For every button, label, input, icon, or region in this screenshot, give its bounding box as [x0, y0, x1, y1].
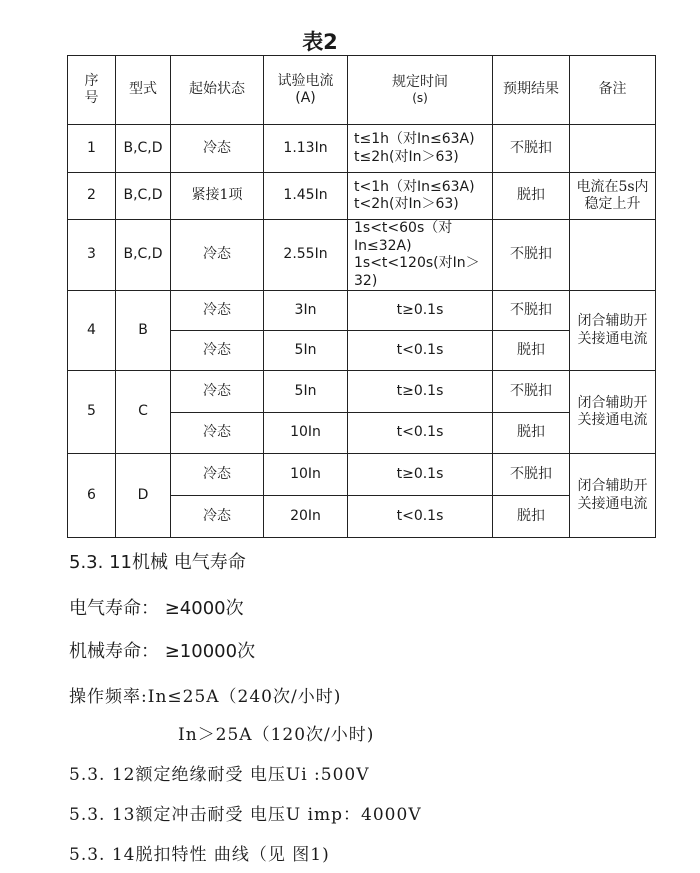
- cell-result: 不脱扣: [493, 125, 570, 173]
- cell-result: 不脱扣: [493, 371, 570, 413]
- cell-current: 1.45In: [264, 173, 348, 220]
- header-time: 规定时间 (s): [348, 56, 493, 125]
- cell-result: 不脱扣: [493, 220, 570, 291]
- cell-state: 冷态: [171, 331, 264, 371]
- cell-time: t<0.1s: [348, 413, 493, 454]
- table-row: [68, 220, 656, 291]
- section-5-3-14: 5.3. 14脱扣特性 曲线（见 图1): [69, 845, 330, 865]
- cell-seq: 4: [68, 291, 116, 371]
- cell-type: C: [116, 371, 171, 454]
- cell-current: 1.13In: [264, 125, 348, 173]
- table-row: [68, 173, 656, 220]
- cell-state: 冷态: [171, 371, 264, 413]
- electrical-life: 电气寿命： ≥4000次: [69, 598, 244, 619]
- header-type: 型式: [116, 56, 171, 125]
- cell-current: 10In: [264, 454, 348, 496]
- cell-time: t<1h（对In≤63A) t<2h(对In＞63): [348, 173, 493, 220]
- cell-result: 脱扣: [493, 173, 570, 220]
- header-test-current: 试验电流 (A): [264, 56, 348, 125]
- cell-time: t≥0.1s: [348, 291, 493, 331]
- cell-result: 不脱扣: [493, 291, 570, 331]
- cell-current: 10In: [264, 413, 348, 454]
- cell-state: 冷态: [171, 496, 264, 538]
- cell-state: 冷态: [171, 220, 264, 291]
- cell-current: 3In: [264, 291, 348, 331]
- cell-note: 闭合辅助开 关接通电流: [570, 291, 656, 371]
- table-row: [68, 454, 656, 496]
- cell-seq: 1: [68, 125, 116, 173]
- cell-result: 脱扣: [493, 496, 570, 538]
- cell-current: 20In: [264, 496, 348, 538]
- cell-result: 脱扣: [493, 413, 570, 454]
- cell-time: t<0.1s: [348, 331, 493, 371]
- cell-note: 闭合辅助开 关接通电流: [570, 371, 656, 454]
- table-row: [68, 291, 656, 331]
- section-5-3-11: 5.3. 11机械 电气寿命: [69, 552, 246, 573]
- cell-type: B: [116, 291, 171, 371]
- cell-note: [570, 220, 656, 291]
- cell-state: 紧接1项: [171, 173, 264, 220]
- header-expected: 预期结果: [493, 56, 570, 125]
- cell-seq: 6: [68, 454, 116, 538]
- header-init-state: 起始状态: [171, 56, 264, 125]
- cell-time: t≥0.1s: [348, 454, 493, 496]
- cell-note: [570, 125, 656, 173]
- cell-time: t≤1h（对In≤63A) t≤2h(对In＞63): [348, 125, 493, 173]
- header-seq: 序 号: [68, 56, 116, 125]
- cell-type: B,C,D: [116, 125, 171, 173]
- cell-note: 电流在5s内 稳定上升: [570, 173, 656, 220]
- header-note: 备注: [570, 56, 656, 125]
- cell-time: t<0.1s: [348, 496, 493, 538]
- cell-state: 冷态: [171, 413, 264, 454]
- trip-test-table: [67, 55, 656, 538]
- cell-result: 脱扣: [493, 331, 570, 371]
- section-5-3-13: 5.3. 13额定冲击耐受 电压U imp：4000V: [69, 805, 422, 825]
- operating-frequency-2: In＞25A（120次/小时): [178, 725, 375, 745]
- operating-frequency-1: 操作频率:In≤25A（240次/小时): [69, 687, 342, 707]
- cell-time: 1s<t<60s（对In≤32A) 1s<t<120s(对In＞32): [348, 220, 493, 291]
- mechanical-life: 机械寿命： ≥10000次: [69, 641, 256, 662]
- cell-current: 2.55In: [264, 220, 348, 291]
- cell-seq: 5: [68, 371, 116, 454]
- table-row: [68, 371, 656, 413]
- cell-time: t≥0.1s: [348, 371, 493, 413]
- cell-state: 冷态: [171, 291, 264, 331]
- cell-seq: 3: [68, 220, 116, 291]
- cell-type: D: [116, 454, 171, 538]
- header-row: [68, 56, 656, 125]
- cell-state: 冷态: [171, 125, 264, 173]
- table-caption: 表2: [302, 30, 338, 54]
- cell-seq: 2: [68, 173, 116, 220]
- section-5-3-12: 5.3. 12额定绝缘耐受 电压Ui :500V: [69, 765, 370, 785]
- cell-type: B,C,D: [116, 220, 171, 291]
- cell-current: 5In: [264, 331, 348, 371]
- cell-current: 5In: [264, 371, 348, 413]
- table-row: [68, 125, 656, 173]
- cell-type: B,C,D: [116, 173, 171, 220]
- cell-result: 不脱扣: [493, 454, 570, 496]
- cell-note: 闭合辅助开 关接通电流: [570, 454, 656, 538]
- cell-state: 冷态: [171, 454, 264, 496]
